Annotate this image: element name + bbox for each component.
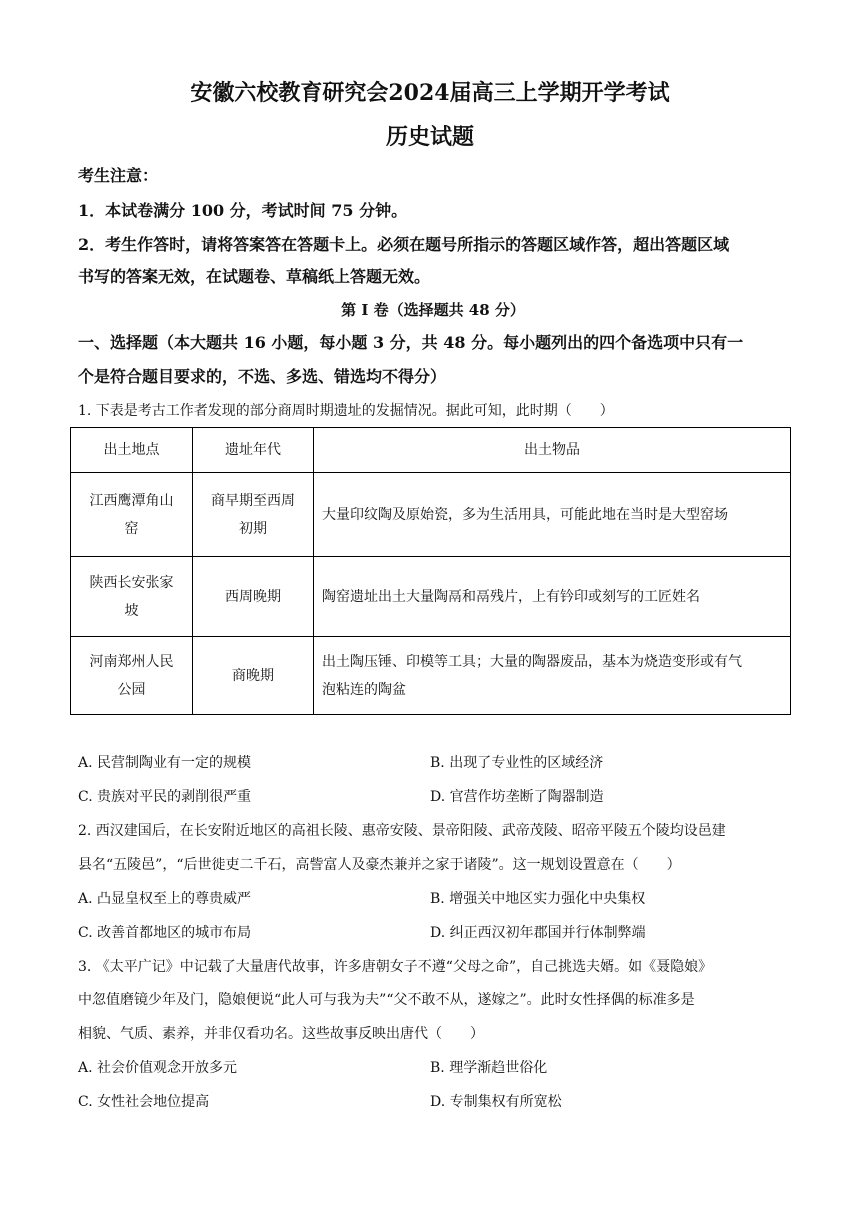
question-1-option-b: B. 出现了专业性的区域经济: [430, 755, 604, 771]
cell-line: 商早期至西周: [211, 492, 295, 509]
section-instruction-line-1: 一、选择题（本大题共 16 小题，每小题 3 分，共 48 分。每小题列出的四个备选项中只有一: [78, 333, 744, 352]
table-row: [71, 637, 791, 715]
table-cell-place: [71, 473, 193, 557]
cell-line: 陶窑遗址出土大量陶鬲和鬲残片，上有钤印或刻写的工匠姓名: [322, 588, 700, 605]
cell-line: 窑: [124, 520, 139, 537]
question-2-option-c: C. 改善首都地区的城市布局: [78, 925, 252, 941]
table-row: [71, 473, 791, 557]
exam-title: 安徽六校教育研究会2024届高三上学期开学考试: [190, 80, 670, 106]
cell-line: 商晚期: [232, 667, 274, 684]
cell-line: 初期: [239, 520, 267, 537]
question-3-option-d: D. 专制集权有所宽松: [430, 1094, 562, 1110]
question-3-option-a: A. 社会价值观念开放多元: [78, 1060, 238, 1076]
question-1-stem: 1. 下表是考古工作者发现的部分商周时期遗址的发掘情况。据此可知，此时期（ ）: [78, 403, 614, 419]
table-cell-era: [193, 473, 314, 557]
cell-line: 泡粘连的陶盆: [322, 681, 406, 698]
question-1-option-a: A. 民营制陶业有一定的规模: [78, 755, 252, 771]
table-cell-items: [314, 473, 791, 557]
notice-item-2-line-1: 2．考生作答时，请将答案答在答题卡上。必须在题号所指示的答题区域作答，超出答题区域: [78, 235, 730, 254]
cell-line: 公园: [117, 681, 146, 698]
cell-line: 坡: [124, 602, 139, 619]
cell-line: 大量印纹陶及原始瓷，多为生活用具，可能此地在当时是大型窑场: [322, 506, 728, 523]
notice-item-1: 1．本试卷满分 100 分，考试时间 75 分钟。: [78, 201, 408, 220]
question-1-option-c: C. 贵族对平民的剥削很严重: [78, 789, 252, 805]
question-3-stem-line-3: 相貌、气质、素养，并非仅看功名。这些故事反映出唐代（ ）: [78, 1026, 484, 1042]
cell-line: 陕西长安张家: [89, 574, 174, 591]
table-header-row: [71, 428, 791, 473]
cell-line: 出土陶压锤、印模等工具；大量的陶器废品，基本为烧造变形或有气: [322, 653, 742, 670]
exam-subject: 历史试题: [385, 124, 474, 150]
table-header-items: 出土物品: [314, 428, 791, 473]
section-instruction-line-2: 个是符合题目要求的，不选、多选、错选均不得分）: [78, 367, 447, 386]
question-3-stem-line-2: 中忽值磨镜少年及门，隐娘便说“此人可与我为夫”“父不敢不从，遂嫁之”。此时女性择偶的标准多是: [78, 992, 695, 1008]
notice-heading: 考生注意：: [78, 166, 159, 185]
question-3-option-c: C. 女性社会地位提高: [78, 1094, 210, 1110]
question-2-stem-line-2: 县名“五陵邑”，“后世徙吏二千石，高訾富人及豪杰兼并之家于诸陵”。这一规划设置意在（ ）: [78, 857, 681, 873]
excavation-table: [70, 427, 791, 715]
table-row: [71, 557, 791, 637]
question-2-option-b: B. 增强关中地区实力强化中央集权: [430, 891, 646, 907]
table-cell-era: [193, 557, 314, 637]
table-cell-place: [71, 557, 193, 637]
cell-line: 河南郑州人民: [89, 653, 174, 670]
question-2-stem-line-1: 2. 西汉建国后，在长安附近地区的高祖长陵、惠帝安陵、景帝阳陵、武帝茂陵、昭帝平陵五个陵均设邑建: [78, 823, 726, 839]
question-3-option-b: B. 理学渐趋世俗化: [430, 1060, 548, 1076]
table-cell-items: [314, 637, 791, 715]
table-header-place: 出土地点: [71, 428, 193, 473]
cell-line: 西周晚期: [225, 588, 281, 605]
cell-line: 江西鹰潭角山: [89, 492, 174, 509]
question-2-option-d: D. 纠正西汉初年郡国并行体制弊端: [430, 925, 646, 941]
part-title: 第 I 卷（选择题共 48 分）: [341, 301, 525, 319]
question-2-option-a: A. 凸显皇权至上的尊贵威严: [78, 891, 252, 907]
table-cell-era: [193, 637, 314, 715]
notice-item-2-line-2: 书写的答案无效，在试题卷、草稿纸上答题无效。: [78, 267, 431, 286]
table-cell-items: [314, 557, 791, 637]
question-3-stem-line-1: 3. 《太平广记》中记载了大量唐代故事，许多唐朝女子不遵“父母之命”，自己挑选夫婿。如《聂隐娘》: [78, 959, 713, 975]
table-cell-place: [71, 637, 193, 715]
question-1-option-d: D. 官营作坊垄断了陶器制造: [430, 789, 604, 805]
table-header-era: 遗址年代: [193, 428, 314, 473]
